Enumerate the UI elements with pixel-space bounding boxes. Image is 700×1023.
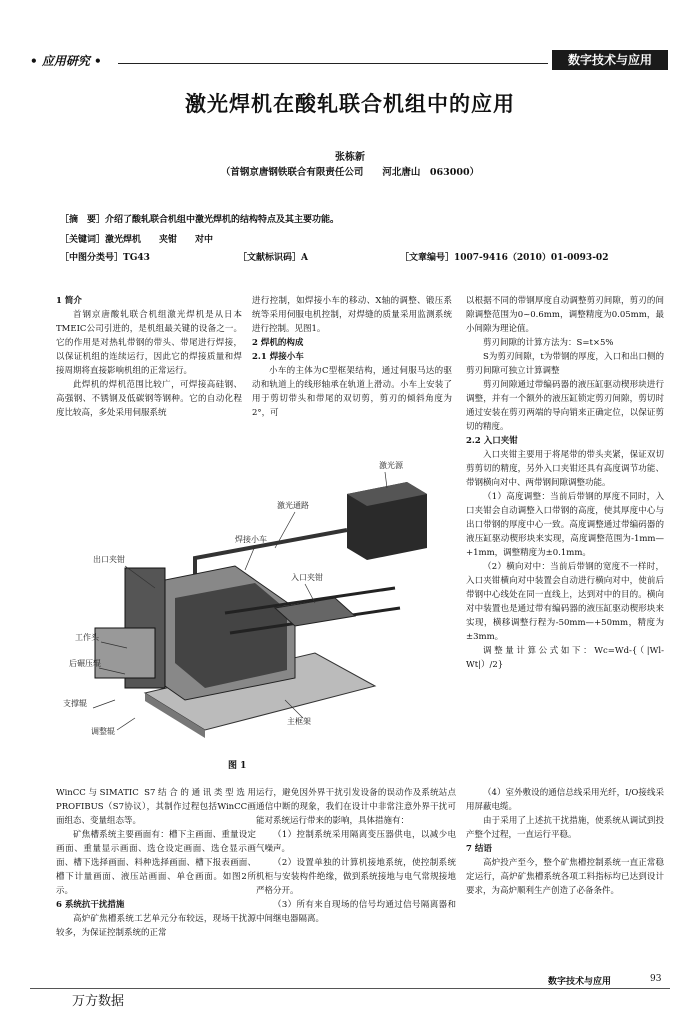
label-laser-source: 激光源 bbox=[379, 461, 403, 470]
paragraph: 以根据不同的带钢厚度自动调整剪刃间隙，剪刃的间隙调整范围为0~0.6mm，调整精度为0.05mm，最小间隙为理论值。 bbox=[466, 296, 664, 334]
paragraph: 矿焦槽系统主要画面有：槽下主画面、重量设定画面、重量显示画面、选仓设定画面、选仓显示画面、槽下选择画面、料种选择画面、槽下报表画面、槽下计量画面、液压站画面、单仓画面。如图2所示。 bbox=[56, 830, 256, 896]
section-heading: 1 简介 bbox=[56, 296, 82, 306]
paragraph: S为剪刃间隙，t为带钢的厚度，入口和出口侧的剪刃间隙可独立计算调整 bbox=[466, 352, 664, 376]
subsection-heading: 2.2 入口夹钳 bbox=[466, 436, 518, 446]
paragraph: （2）设置单独的计算机接地系统，使控制系统机柜与安装构件绝缘，做到系统接地与电气常规接地严格分开。 bbox=[256, 858, 456, 896]
label-laser-path: 激光通路 bbox=[277, 501, 309, 510]
label-support-roll: 支撑辊 bbox=[63, 699, 87, 708]
paragraph: 由于采用了上述抗干扰措施，使系统从调试到投产整个过程，一直运行平稳。 bbox=[466, 816, 664, 840]
column-1 bbox=[56, 294, 242, 420]
figure-1 bbox=[55, 438, 455, 756]
lower-column-1 bbox=[56, 786, 256, 940]
lower-column-3 bbox=[466, 786, 664, 898]
paragraph: 剪刃间隙的计算方法为：S=t×5% bbox=[483, 338, 614, 348]
label-main-frame: 主框架 bbox=[287, 717, 311, 726]
figure-caption: 图 1 bbox=[228, 761, 247, 771]
journal-badge: 数字技术与应用 bbox=[552, 50, 668, 70]
paragraph: 入口夹钳主要用于将尾带的带头夹紧，保证双切剪剪切的精度，另外入口夹钳还具有高度调节功能、带钢横向对中、两带钢间隙调整功能。 bbox=[466, 450, 664, 488]
lower-column-2 bbox=[256, 786, 456, 926]
paragraph: 调整量计算公式如下：Wc=Wd-{（|Wl-Wt|）/2} bbox=[466, 646, 664, 670]
page-number: 93 bbox=[650, 974, 662, 984]
footer-journal: 数字技术与应用 bbox=[548, 977, 612, 987]
keywords: ［关键词］激光焊机 夹钳 对中 bbox=[60, 235, 214, 245]
paragraph: 运行，避免因外界干扰引发设备的误动作及系统站点通信中断的现象，我们在设计中非常注意外界干扰可能对系统运行带来的影响，具体措施有： bbox=[256, 788, 456, 826]
paragraph: （2）横向对中：当前后带钢的宽度不一样时，入口夹钳横向对中装置会自动进行横向对中，使前后带钢中心线处在同一直线上，达到对中的目的。横向对中装置也是通过带有编码器的液压缸驱动楔形块来实现，横移调整行程为-50mm—+50mm，精度为±3mm。 bbox=[466, 562, 664, 642]
paragraph: （1）高度调整：当前后带钢的厚度不同时，入口夹钳会自动调整入口带钢的高度，使其厚度中心与出口带钢的厚度中心一致。高度调整通过带编码器的液压缸驱动楔形块来实现，高度调整范围为-1mm—+1mm，调整精度为±0.1mm。 bbox=[466, 492, 664, 558]
paragraph: （1）控制系统采用隔离变压器供电，以减少电气噪声。 bbox=[256, 830, 456, 854]
paragraph: 此焊机的焊机范围比较广，可焊接高硅钢、高强钢、不锈钢及低碳钢等钢种。它的自动化程度比较高，多处采用伺服系统 bbox=[56, 380, 242, 418]
paragraph: 小车的主体为C型框架结构，通过伺服马达的驱动和轨道上的线形轴承在轨道上滑动。小车上安装了用于剪切带头和带尾的双切剪，剪刃的倾斜角度为2°，可 bbox=[252, 366, 452, 418]
paragraph: （3）所有来自现场的信号均通过信号隔离器和中间继电器隔离。 bbox=[256, 900, 456, 924]
column-2 bbox=[252, 294, 452, 420]
section-heading: 6 系统抗干扰措施 bbox=[56, 900, 125, 910]
paragraph: WinCC与SIMATIC S7结合的通讯类型选用PROFIBUS（S7协议），其制作过程包括WinCC画面组态、变量组态等。 bbox=[56, 788, 256, 826]
article-number: ［文章编号］1007-9416（2010）01-0093-02 bbox=[400, 253, 609, 263]
roll-assembly bbox=[95, 628, 155, 678]
paragraph: 剪刃间隙通过带编码器的液压缸驱动楔形块进行调整，并有一个额外的液压缸锁定剪刃间隙，剪切时通过安装在剪刃两端的导向销来正确定位，以保证剪切的精度。 bbox=[466, 380, 664, 432]
label-exit-clamp: 出口夹钳 bbox=[93, 555, 125, 564]
doc-code: ［文献标识码］A bbox=[238, 253, 308, 263]
column-3 bbox=[466, 294, 664, 672]
laser-welder-diagram bbox=[55, 438, 455, 756]
article-title: 激光焊机在酸轧联合机组中的应用 bbox=[185, 91, 515, 116]
machine-core bbox=[175, 583, 287, 688]
label-weld-car: 焊接小车 bbox=[235, 535, 267, 544]
label-adjust-roll: 调整辊 bbox=[91, 727, 115, 736]
wanfang-logo: 万方数据 bbox=[72, 994, 125, 1009]
paragraph: 高炉投产至今，整个矿焦槽控制系统一直正常稳定运行，高炉矿焦槽系统各项工料指标均已达到设计要求，为高炉顺利生产创造了必备条件。 bbox=[466, 858, 664, 896]
clc-number: ［中图分类号］TG43 bbox=[60, 253, 150, 263]
paragraph: （4）室外敷设的通信总线采用光纤，I/O接线采用屏蔽电缆。 bbox=[466, 788, 664, 812]
footer-rule bbox=[30, 988, 670, 989]
subsection-heading: 2.1 焊接小车 bbox=[252, 352, 304, 362]
header-rule bbox=[118, 63, 548, 64]
section-label: • 应用研究 • bbox=[30, 54, 102, 68]
paragraph: 进行控制，如焊接小车的移动、X轴的调整、锻压系统等采用伺服电机控制，对焊缝的质量采用监测系统进行控制。见图1。 bbox=[252, 296, 452, 334]
paragraph: 首钢京唐酸轧联合机组激光焊机是从日本TMEIC公司引进的，是机组最关键的设备之一。它的作用是对热轧带钢的带头、带尾进行焊接，以保证机组的连续运行，因此它的焊接质量和焊接周期将直接影响机组的正常运行。 bbox=[56, 310, 242, 376]
author: 张栋新 bbox=[335, 152, 365, 163]
label-entry-clamp: 入口夹钳 bbox=[291, 573, 323, 582]
affiliation: （首钢京唐钢铁联合有限责任公司 河北唐山 063000） bbox=[220, 167, 480, 178]
label-rear-press: 后碾压辊 bbox=[69, 659, 101, 668]
label-work-roll: 工作头 bbox=[75, 633, 99, 642]
section-heading: 2 焊机的构成 bbox=[252, 338, 304, 348]
section-heading: 7 结语 bbox=[466, 844, 492, 854]
abstract: ［摘 要］介绍了酸轧联合机组中激光焊机的结构特点及其主要功能。 bbox=[60, 215, 340, 225]
paragraph: 高炉矿焦槽系统工艺单元分布较远，现场干扰源较多，为保证控制系统的正常 bbox=[56, 914, 256, 938]
